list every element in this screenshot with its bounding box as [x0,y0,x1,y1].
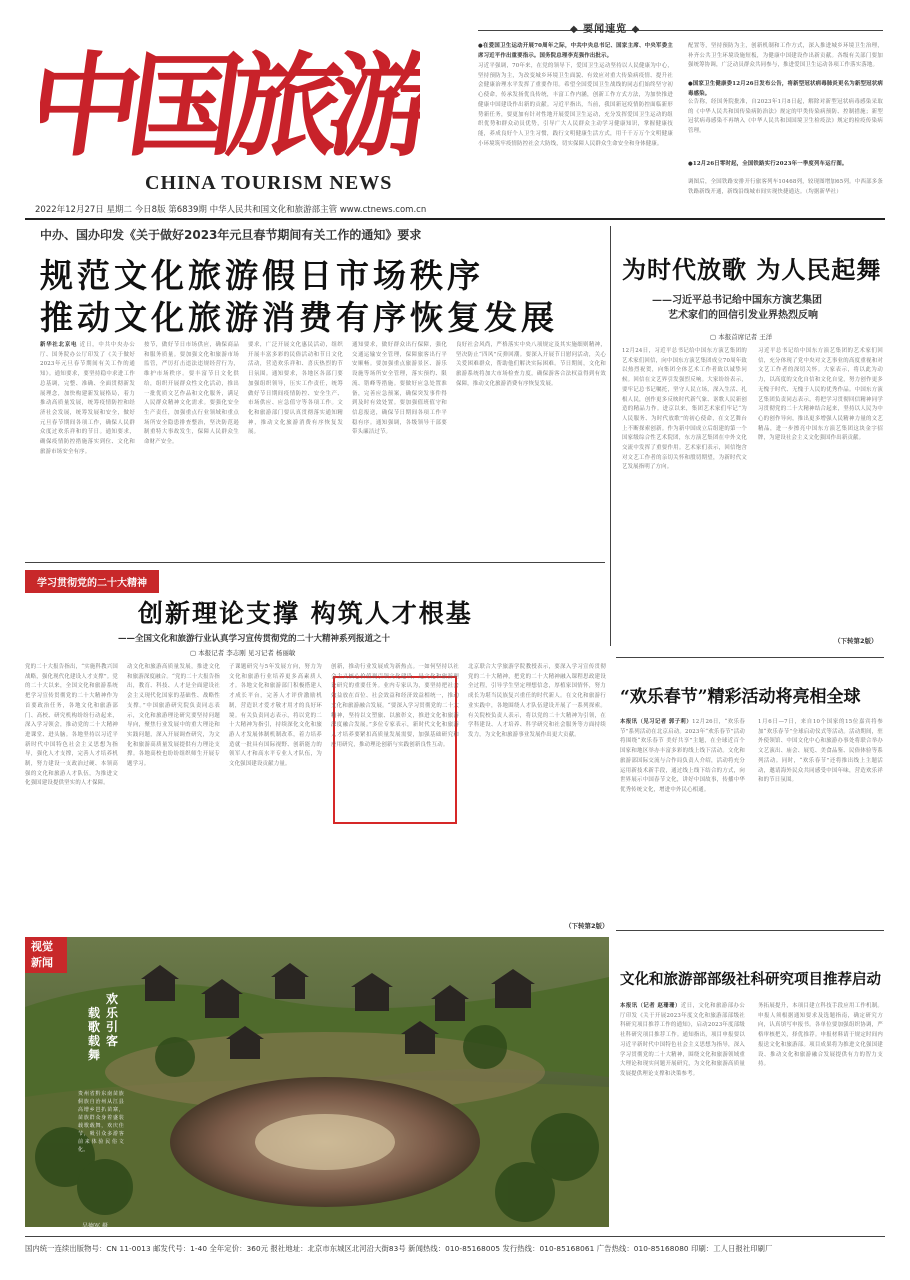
lead-column-3: 要求，广泛开展文化惠民活动，组织开展丰富多彩的民俗活动和节日文化活动，营造欢乐祥和、喜庆热烈的节日氛围。通知要求，各地区各部门要加强组织领导，压实工作责任，统筹做好节日期间疫情防控、安全生产、市场供应、应急值守等各项工作。文化和旅游部门要认真贯彻落实通知精神，推动文化旅游消费有序恢复发展。 [248,342,343,436]
lead-column-4: 通知要求，做好群众出行保障，强化交通运输安全管理，保障旅客出行平安顺畅。要加强重点旅游景区、游乐设施等场所安全管理，落实预约、限流、错峰等措施。要做好应急处置准备，完善应急预案，确保突发事件得到及时有效处置。要加强值班值守和信息报送，确保节日期间各项工作平稳有序。通知强调，各级领导干部要带头廉洁过节。 [352,342,447,436]
right-bottom-byline: 本报讯（记者 赵珊珊） [620,1003,681,1009]
section2-byline: ▢ 本报记者 李志刚 见习记者 杨丽敏 [190,649,296,657]
brief-item-3: ●12月26日零时起，全国铁路实行2023年一季度列车运行图。 [688,161,848,167]
right-top-continued: （下转第2版） [834,637,878,645]
brief-column-1: 习近平强调，70年来，在党的领导下，爱国卫生运动坚持以人民健康为中心，坚持预防为主，为改变城乡环境卫生面貌、有效应对重大传染病疫情、提升社会健康治理水平发挥了重要作用。希望全国爱国卫生战线的同志们始终坚守初心使命，传承发扬优良传统，丰富工作内涵，创新工作方式方法，为加快推进健康中国建设作出新的贡献。习近平指出，当前，我国新冠疫情防控面临新形势新任务，要更加有针对性地开展爱国卫生运动，充分发挥爱国卫生运动的组织优势和群众动员优势，引导广大人民群众主动学习健康知识，掌握健康技能，养成良好个人卫生习惯，践行文明健康生活方式，用千千万万个文明健康小环境筑牢疫情防控社会大防线，切实保障人民群众生命安全和身体健康。 [478,63,673,147]
right-bottom-column-2: 务拓展提升，本项目建立科技手段应用工作机制。申报人须根据通知要求及选题指南，确定研究方向，认真填写申报书。各单位要加强组织协调，严格审核把关，择优推荐。申报材料请于规定时间内报送文化和旅游部。项目成果将为推进文化强国建设、推动文化和旅游融合发展提供有力的智力支持。 [758,1003,883,1068]
masthead-logo [40,30,420,170]
right-mid-headline: “欢乐春节”精彩活动将亮相全球 [620,687,861,707]
brief-rule [478,30,883,31]
footer-rule [25,1236,885,1237]
masthead-rule [25,218,885,220]
brief-column-2c: 调图后，全国铁路安排开行旅客列车10468列，较现图增加65列。中西部多条铁路新线开通，新线沿线城市间实现快捷通达。（均据新华社） [688,179,883,195]
footer-info: 国内统一连续出版物号：CN 11-0013 邮发代号：1-40 全年定价：360元 报社地址：北京市东城区北河沿大街83号 新闻热线：010-85168005 发行热线：010-85168061 广告热线：010-85168080 印刷：工人日报社印刷厂 [25,1244,773,1253]
section2-column-3: 子课题研究与5年发展方向，努力为文化和旅游行业培养更多高素质人才。各地文化和旅游部门积极搭建人才成长平台，完善人才评价激励机制，营造识才爱才敬才用才的良好环境。有关负责同志表示，将以党的二十大精神为指引，持续深化文化和旅游人才发展体制机制改革，着力培养造就一批具有国际视野、创新能力的领军人才和高水平专业人才队伍，为文化强国建设贡献力量。 [229,664,322,768]
right-top-subtitle-1: ——习近平总书记给中国东方演艺集团 [652,295,822,306]
section2-subtitle: ——全国文化和旅游行业认真学习宣传贯彻党的二十大精神系列报道之十 [118,634,391,644]
right-bottom-rule [616,930,884,931]
right-top-column-2: 习近平总书记给中国东方演艺集团的艺术家们回信，充分体现了党中央对文艺事业的高度重视和对文艺工作者的深切关怀。大家表示，将以此为动力，以高度的文化自信和文化自觉，努力创作更多无愧于时代、无愧于人民的优秀作品。中国东方演艺集团负责同志表示，将把学习贯彻回信精神同学习贯彻党的二十大精神结合起来，坚持以人民为中心的创作导向，推出更多增强人民精神力量的文艺精品，进一步擦亮中国东方演艺集团这块金字招牌，为建设社会主义文化强国作出新贡献。 [758,348,883,442]
section2-intro: 党的二十大报告指出，“实施科教兴国战略，强化现代化建设人才支撑”。 [25,664,118,680]
right-mid-rule [616,657,884,658]
photo-tag-line1: 视觉 [31,940,53,953]
section2-column-4: 创新，推动行业发展成为新热点。一如何坚持以社会主义核心价值观引领文化建设，是文化和旅游理论研究的重要任务。业内专家认为，要坚持把社会效益放在首位、社会效益和经济效益相统一，推动文化和旅游融合发展。“要深入学习贯彻党的二十大精神，坚持以文塑旅、以旅彰文，推进文化和旅游深度融合发展。”多位专家表示，新时代文化和旅游人才培养要紧扣高质量发展需要，加强基础研究和应用研究，推动理论创新与实践创新良性互动。 [331,664,459,748]
section2-column-5: 北京联合大学旅游学院教授表示，要深入学习宣传贯彻党的二十大精神，把党的二十大精神融入课程思政建设全过程，引导学生坚定理想信念，厚植家国情怀，努力成长为堪当民族复兴重任的时代新人。在文化和旅游行业实践中，各地围绕人才队伍建设开展了一系列探索。有关院校负责人表示，将以党的二十大精神为引领，在学科建设、人才培养、科学研究和社会服务等方面持续发力，为文化和旅游事业发展作出更大贡献。 [468,664,606,738]
right-bottom-column-1: 本报讯（记者 赵珊珊）近日，文化和旅游部办公厅印发《关于开展2023年度文化和旅游部部级社科研究项目推荐工作的通知》，启动2023年度部级社科研究项目推荐工作。通知指出，项目申报要以习近平新时代中国特色社会主义思想为指导，深入学习贯彻党的二十大精神，围绕文化和旅游领域重大理论和现实问题开展研究，为文化和旅游高质量发展提供理论支撑和决策参考。 [620,1003,745,1077]
section2-rule [25,562,605,563]
lead-column-5: 良好社会风尚，严格落实中央八项规定及其实施细则精神，坚决防止“四风”反弹回潮。要深入开展节日慰问活动，关心关爱困难群众，帮助他们解决实际困难。节日期间，文化和旅游系统将加大市场检查力度，确保游客合法权益得到有效保障，推动文化旅游消费有序恢复发展。 [456,342,606,387]
right-column-divider [610,226,611,646]
photo-caption-text: 贵州省黔东南苗族侗族自治州从江县高增乡岜扒苗寨，苗族群众身着盛装载歌载舞，欢庆佳节，吸引众多游客前来体验民俗文化。 [78,1091,124,1153]
right-mid-byline: 本报讯（见习记者 郭子莉） [620,719,693,725]
lead-kicker: 中办、国办印发《关于做好2023年元旦春节期间有关工作的通知》要求 [40,228,422,242]
section2-column-2: 动文化和旅游高质量发展，推进文化和旅游深度融合。“党的二十大报告指出，教育、科技、人才是全面建设社会主义现代化国家的基础性、战略性支撑。”中国旅游研究院负责同志表示，文化和旅游理论研究要坚持问题导向，聚焦行业发展中的重大理论和实践问题，深入开展调查研究，为文化和旅游高质量发展提供有力理论支撑。各地高校也纷纷组织师生开展专题学习。 [127,664,220,768]
masthead-logo-text: 中国旅游报 [40,39,420,170]
right-top-subtitle-2: 艺术家们的回信引发业界热烈反响 [668,310,818,321]
photo-title-col1: 欢乐引客 [106,992,119,1048]
brief-column-2b: 公告称，经国务院批准，自2023年1月8日起，解除对新型冠状病毒感染采取的《中华人民共和国传染病防治法》规定的甲类传染病预防、控制措施；新型冠状病毒感染不再纳入《中华人民共和国国境卫生检疫法》规定的检疫传染病管理。 [688,99,883,135]
lead-headline-line2: 推动文化旅游消费有序恢复发展 [40,298,558,337]
brief-item-2: ●国家卫生健康委12月26日发布公告，将新型冠状病毒肺炎更名为新型冠状病毒感染。 [688,81,883,97]
right-top-column-1: 12月24日，习近平总书记给中国东方演艺集团的艺术家们回信，向中国东方演艺集团成立70周年致以热烈祝贺，向集团全体艺术工作者致以诚挚问候。回信在文艺界引发强烈反响。大家纷纷表示，要牢记总书记嘱托，坚守人民立场，深入生活、扎根人民，创作更多反映时代新气象、讴歌人民新创造的精品力作。进京以来，集团艺术家们牢记“为人民服务、为时代放歌”的初心使命，在文艺舞台上不断探索创新。作为新中国成立后组建的第一个国家级综合性艺术院团，东方演艺集团在中外文化交流中发挥了重要作用。艺术家们表示，回信饱含对文艺工作者的亲切关怀和殷切期望，为新时代文艺发展指明了方向。 [622,348,747,471]
issue-line: 2022年12月27日 星期二 今日8版 第6839期 中华人民共和国文化和旅游部主管 www.ctnews.com.cn [35,205,427,215]
news-brief-heading-text: 要闻速览 [583,24,628,35]
photo-tag [25,937,67,973]
right-mid-column-2: 1月6日—7日，来自10个国家的15位嘉宾将参加“欢乐春节”全球启动仪式等活动。活动期间，驻外使领馆、中国文化中心和旅游办事处将联合举办文艺演出、庙会、展览、美食品鉴、民俗体验等系列活动。同时，“欢乐春节”还将推出线上主题活动，邀请海外民众共同感受中国年味，营造欢乐祥和的节日氛围。 [758,719,883,784]
brief-item-1: ●在爱国卫生运动开展70周年之际，中共中央总书记、国家主席、中央军委主席习近平作出重要指示。国务院总理李克强作出批示。 [478,43,673,59]
section2-headline: 创新理论支撑 构筑人才根基 [138,599,473,628]
right-bottom-headline: 文化和旅游部部级社科研究项目推荐启动 [620,971,881,988]
highlight-intro: 一如何坚持以社会主义核心价值观引领文化建设 [331,664,459,680]
english-title: CHINA TOURISM NEWS [145,172,393,194]
section2-banner: 学习贯彻党的二十大精神 [25,570,159,593]
right-mid-column-1: 本报讯（见习记者 郭子莉）12月26日，“欢乐春节”系列活动在北京启动。2023年“欢乐春节”活动将围绕“欢乐春节 美好共享”主题，在全球近百个国家和地区举办丰富多彩的线上线下活动。文化和旅游部国际交流与合作局负责人介绍，活动将充分运用新技术新手段，通过线上线下结合的方式，向世界展示中国春节文化，讲好中国故事，传播中华优秀传统文化，增进中外民心相通。 [620,719,745,793]
photo-credit: 吴德军 摄 [82,1223,108,1230]
lead-column-1: 新华社北京电 近日，中共中央办公厅、国务院办公厅印发了《关于做好2023年元旦春节期间有关工作的通知》。通知要求，要坚持稳中求进工作总基调，完整、准确、全面贯彻新发展理念，加快构建新发展格局，着力推动高质量发展，统筹疫情防控和经济社会发展，统筹发展和安全，做好元旦春节期间各项工作，确保人民群众度过欢乐祥和的节日。通知要求，确保疫情防控措施落实到位、文化和旅游市场安全有序。 [40,342,135,455]
right-top-headline: 为时代放歌 为人民起舞 [622,255,882,284]
right-top-byline: ▢ 本报首席记者 王洋 [710,333,773,341]
lead-dateline: 新华社北京电 [40,342,78,348]
news-brief-heading: ◆ 要闻速览 ◆ [570,24,641,35]
section2-column-1: 党的二十大报告指出，“实施科教兴国战略，强化现代化建设人才支撑”。党的二十大以来，全国文化和旅游系统把学习宣传贯彻党的二十大精神作为首要政治任务，各地文化和旅游部门、高校、研究机构纷纷行动起来，深入学习领会，推动党的二十大精神进课堂、进头脑。各地坚持以习近平新时代中国特色社会主义思想为指导，强化人才支撑，完善人才培养机制，努力建设一支政治过硬、本领高强的文化和旅游人才队伍，为推进文化强国建设提供坚实的人才保障。 [25,664,118,787]
brief-column-2a: 配置等，坚持预防为主，创新机制和工作方式，深入推进城乡环境卫生治理，补齐公共卫生环境设施短板，为健康中国建设作出新贡献。各级有关部门要加强统筹协调，广泛动员群众共同参与，推进爱国卫生运动各项工作落实落地。 [688,43,883,69]
lead-headline-line1: 规范文化旅游假日市场秩序 [40,256,484,295]
photo-tag-line2: 新闻 [31,956,53,969]
lead-column-2: 按节，做好节日市场供应，确保商品和服务质量。要加强文化和旅游市场监管，严厉打击违法违规经营行为，维护市场秩序。要丰富节日文化供给，组织开展群众性文化活动，推出一批优质文艺作品和文化服务，满足人民群众精神文化需求。要强化安全生产责任，加强重点行业领域和重点场所安全隐患排查整治，坚决防范遏制重特大事故发生，保障人民群众生命财产安全。 [144,342,239,446]
section2-continued: （下转第2版） [565,922,609,930]
photo-title-col2: 载歌载舞 [88,1006,101,1062]
